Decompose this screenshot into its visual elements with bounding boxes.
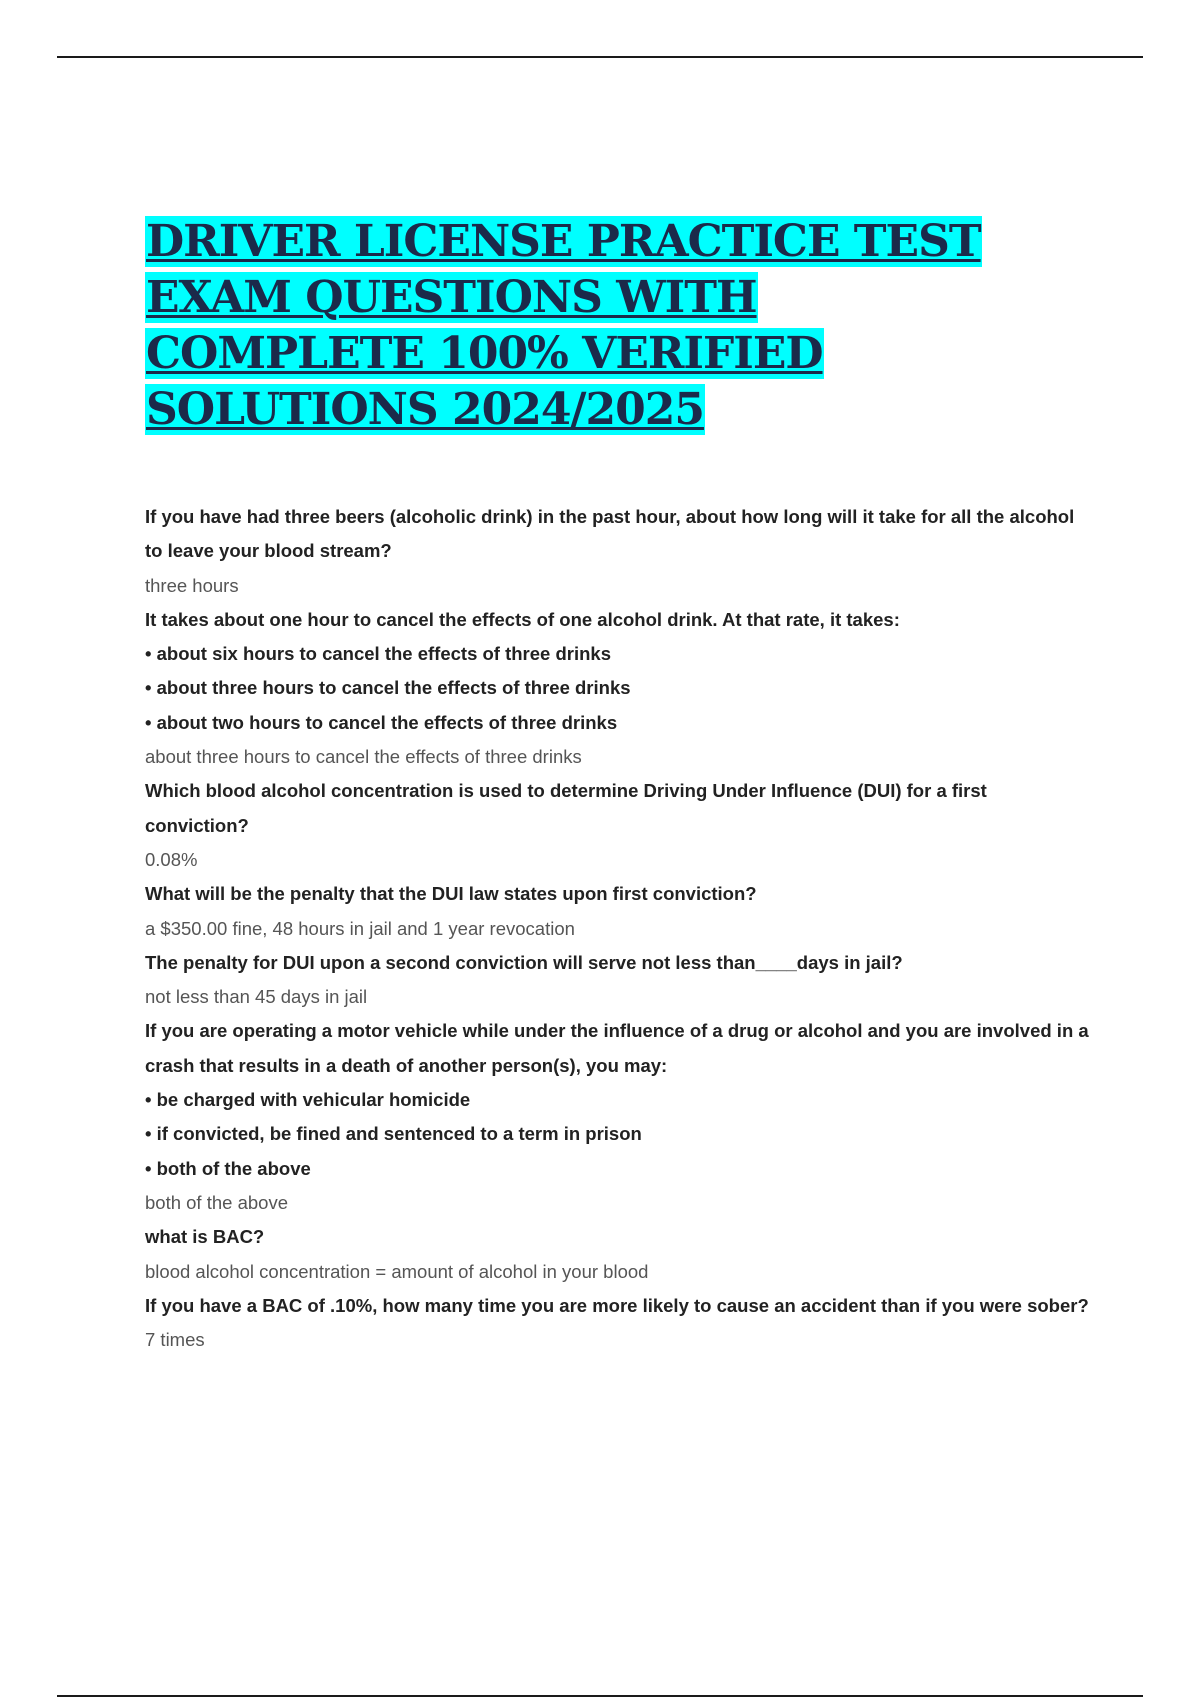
title-line (145, 214, 1085, 270)
title-line-text: COMPLETE 100% VERIFIED (146, 328, 823, 379)
question-text: • be charged with vehicular homicide (145, 1089, 471, 1111)
title-line (145, 270, 1085, 326)
top-rule (57, 56, 1143, 58)
question-text: If you are operating a motor vehicle while under the influence of a drug or alcohol and you are involved in a crash that results in a death of another person(s), you may: (145, 1020, 1089, 1076)
title-line-text: DRIVER LICENSE PRACTICE TEST (146, 216, 981, 267)
question-text: If you have had three beers (alcoholic drink) in the past hour, about how long will it take for all the alcohol to leave your blood stream? (145, 506, 1075, 562)
title-line-text: EXAM QUESTIONS WITH (146, 272, 757, 323)
question-text: The penalty for DUI upon a second conviction will serve not less than____days in jail? (145, 951, 903, 973)
answer-text: about three hours to cancel the effects of three drinks (145, 746, 582, 768)
question-text: If you have a BAC of .10%, how many time you are more likely to cause an accident than if you were sober? (145, 1294, 1089, 1316)
answer-text: a $350.00 fine, 48 hours in jail and 1 year revocation (145, 917, 575, 939)
question-text: What will be the penalty that the DUI law states upon first conviction? (145, 883, 757, 905)
document-title (145, 214, 1085, 438)
answer-text: not less than 45 days in jail (145, 986, 368, 1008)
title-line (145, 382, 1085, 438)
answer-text: both of the above (145, 1191, 288, 1213)
question-text: • about three hours to cancel the effects of three drinks (145, 677, 631, 699)
answer-text: three hours (145, 574, 239, 596)
answer-text: 7 times (145, 1329, 205, 1351)
question-text: It takes about one hour to cancel the effects of one alcohol drink. At that rate, it takes: (145, 608, 900, 630)
bottom-rule (57, 1695, 1143, 1697)
question-text: Which blood alcohol concentration is used to determine Driving Under Influence (DUI) for a first conviction? (145, 780, 987, 836)
title-line (145, 326, 1085, 382)
answer-text: blood alcohol concentration = amount of alcohol in your blood (145, 1260, 649, 1282)
title-line-text: SOLUTIONS 2024/2025 (146, 384, 704, 435)
question-text: • about six hours to cancel the effects of three drinks (145, 643, 611, 665)
answer-text: 0.08% (145, 848, 198, 870)
question-text: what is BAC? (145, 1226, 265, 1248)
question-text: • about two hours to cancel the effects of three drinks (145, 711, 618, 733)
question-text: • if convicted, be fined and sentenced to a term in prison (145, 1123, 642, 1145)
question-text: • both of the above (145, 1157, 311, 1179)
question-answer-list (145, 500, 1090, 1357)
